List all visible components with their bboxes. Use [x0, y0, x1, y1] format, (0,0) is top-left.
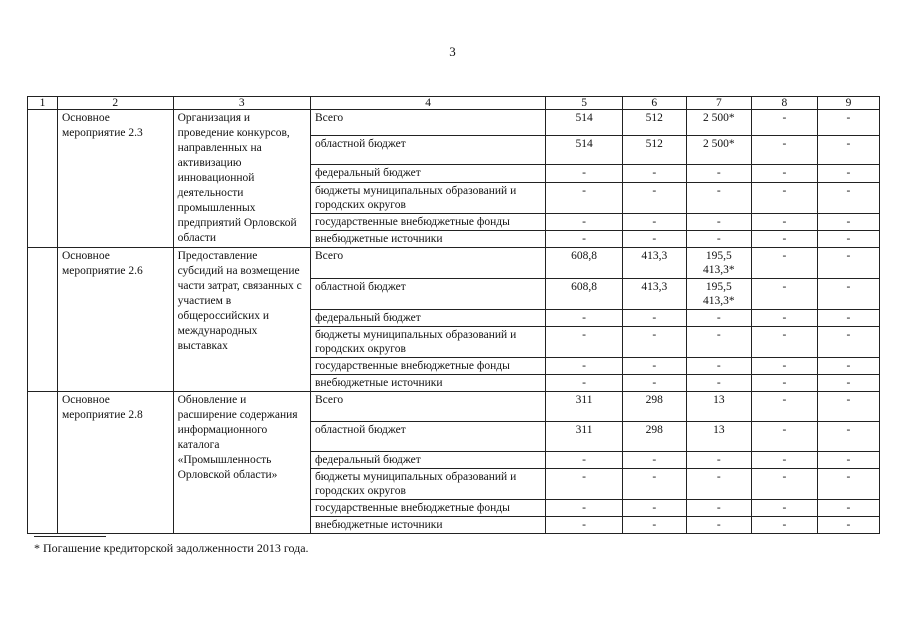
budget-table	[27, 96, 880, 534]
funding-source-cell: государственные внебюджетные фонды	[310, 213, 545, 230]
value-cell-c5: 311	[546, 392, 622, 422]
value-cell-c9: -	[817, 469, 879, 500]
funding-source-cell: федеральный бюджет	[310, 165, 545, 182]
col-header-6: 6	[622, 97, 686, 110]
value-cell-c7: 2 500*	[686, 136, 751, 165]
value-cell-c9: -	[817, 422, 879, 452]
value-cell-c6: 413,3	[622, 279, 686, 310]
value-cell-c7: -	[686, 230, 751, 247]
value-cell-c5: -	[546, 213, 622, 230]
funding-source-cell: областной бюджет	[310, 136, 545, 165]
value-cell-c8: -	[751, 248, 817, 279]
col-header-9: 9	[817, 97, 879, 110]
value-cell-c5: -	[546, 452, 622, 469]
value-cell-c7: -	[686, 213, 751, 230]
value-cell-c9: -	[817, 358, 879, 375]
value-cell-c5: -	[546, 327, 622, 358]
value-cell-c8: -	[751, 469, 817, 500]
table-row	[28, 110, 880, 136]
value-cell-c8: -	[751, 392, 817, 422]
value-cell-c8: -	[751, 327, 817, 358]
value-cell-c6: -	[622, 517, 686, 534]
col-header-1: 1	[28, 97, 58, 110]
value-cell-c8: -	[751, 452, 817, 469]
value-cell-c7: -	[686, 452, 751, 469]
value-cell-c6: -	[622, 165, 686, 182]
value-cell-c8: -	[751, 230, 817, 247]
value-cell-c5: -	[546, 469, 622, 500]
value-cell-c9: -	[817, 110, 879, 136]
value-cell-c9: -	[817, 500, 879, 517]
value-cell-c9: -	[817, 230, 879, 247]
value-cell-c7: -	[686, 469, 751, 500]
value-cell-c8: -	[751, 422, 817, 452]
value-cell-c7: -	[686, 310, 751, 327]
event-description-cell: Предоставление субсидий на возмещение части затрат, связанных с участием в общероссийских и международных выставках	[173, 248, 310, 392]
funding-source-cell: федеральный бюджет	[310, 452, 545, 469]
col-header-3: 3	[173, 97, 310, 110]
value-cell-c6: -	[622, 500, 686, 517]
row-number-cell	[28, 110, 58, 248]
value-cell-c9: -	[817, 248, 879, 279]
value-cell-c6: -	[622, 375, 686, 392]
value-cell-c7: -	[686, 182, 751, 213]
value-cell-c9: -	[817, 136, 879, 165]
value-cell-c6: 298	[622, 422, 686, 452]
value-cell-c6: -	[622, 182, 686, 213]
funding-source-cell: государственные внебюджетные фонды	[310, 500, 545, 517]
value-cell-c9: -	[817, 310, 879, 327]
value-cell-c5: -	[546, 517, 622, 534]
value-cell-c8: -	[751, 110, 817, 136]
funding-source-cell: внебюджетные источники	[310, 230, 545, 247]
funding-source-cell: областной бюджет	[310, 422, 545, 452]
value-cell-c5: -	[546, 500, 622, 517]
col-header-4: 4	[310, 97, 545, 110]
value-cell-c5: -	[546, 375, 622, 392]
value-cell-c6: -	[622, 213, 686, 230]
value-cell-c7: 2 500*	[686, 110, 751, 136]
event-name-cell: Основное мероприятие 2.8	[57, 392, 173, 534]
value-cell-c5: 514	[546, 110, 622, 136]
value-cell-c6: -	[622, 327, 686, 358]
value-cell-c6: -	[622, 310, 686, 327]
value-cell-c9: -	[817, 392, 879, 422]
footnote-divider	[34, 536, 106, 537]
event-description-cell: Организация и проведение конкурсов, направленных на активизацию инновационной деятельности промышленных предприятий Орловской области	[173, 110, 310, 248]
funding-source-cell: бюджеты муниципальных образований и городских округов	[310, 182, 545, 213]
value-cell-c6: -	[622, 230, 686, 247]
funding-source-cell: внебюджетные источники	[310, 517, 545, 534]
value-cell-c8: -	[751, 500, 817, 517]
value-cell-c8: -	[751, 136, 817, 165]
value-cell-c8: -	[751, 375, 817, 392]
value-cell-c8: -	[751, 279, 817, 310]
funding-source-cell: внебюджетные источники	[310, 375, 545, 392]
value-cell-c8: -	[751, 213, 817, 230]
value-cell-c9: -	[817, 165, 879, 182]
funding-source-cell: Всего	[310, 110, 545, 136]
table-row	[28, 248, 880, 279]
funding-source-cell: бюджеты муниципальных образований и городских округов	[310, 469, 545, 500]
value-cell-c7: -	[686, 358, 751, 375]
value-cell-c5: 608,8	[546, 279, 622, 310]
row-number-cell	[28, 392, 58, 534]
table-body	[28, 110, 880, 534]
value-cell-c5: -	[546, 230, 622, 247]
value-cell-c7: 195,5 413,3*	[686, 279, 751, 310]
value-cell-c7: 195,5 413,3*	[686, 248, 751, 279]
page-number: 3	[449, 44, 456, 59]
value-cell-c8: -	[751, 310, 817, 327]
funding-source-cell: бюджеты муниципальных образований и городских округов	[310, 327, 545, 358]
value-cell-c5: -	[546, 165, 622, 182]
value-cell-c6: -	[622, 358, 686, 375]
col-header-7: 7	[686, 97, 751, 110]
funding-source-cell: Всего	[310, 392, 545, 422]
value-cell-c6: -	[622, 452, 686, 469]
value-cell-c6: 512	[622, 136, 686, 165]
col-header-2: 2	[57, 97, 173, 110]
funding-source-cell: областной бюджет	[310, 279, 545, 310]
event-name-cell: Основное мероприятие 2.6	[57, 248, 173, 392]
table-row	[28, 392, 880, 422]
funding-source-cell: государственные внебюджетные фонды	[310, 358, 545, 375]
value-cell-c7: -	[686, 500, 751, 517]
row-number-cell	[28, 248, 58, 392]
funding-source-cell: федеральный бюджет	[310, 310, 545, 327]
value-cell-c8: -	[751, 182, 817, 213]
value-cell-c5: 311	[546, 422, 622, 452]
value-cell-c9: -	[817, 375, 879, 392]
value-cell-c6: -	[622, 469, 686, 500]
value-cell-c7: 13	[686, 392, 751, 422]
funding-source-cell: Всего	[310, 248, 545, 279]
value-cell-c9: -	[817, 213, 879, 230]
value-cell-c7: -	[686, 375, 751, 392]
value-cell-c8: -	[751, 358, 817, 375]
column-header-row	[28, 97, 880, 110]
value-cell-c9: -	[817, 517, 879, 534]
value-cell-c8: -	[751, 517, 817, 534]
value-cell-c9: -	[817, 452, 879, 469]
value-cell-c6: 413,3	[622, 248, 686, 279]
value-cell-c5: -	[546, 358, 622, 375]
footnote: * Погашение кредиторской задолженности 2013 года.	[34, 541, 309, 555]
value-cell-c6: 512	[622, 110, 686, 136]
value-cell-c5: -	[546, 182, 622, 213]
value-cell-c7: 13	[686, 422, 751, 452]
col-header-5: 5	[546, 97, 622, 110]
value-cell-c7: -	[686, 165, 751, 182]
event-description-cell: Обновление и расширение содержания информационного каталога «Промышленность Орловской области»	[173, 392, 310, 534]
value-cell-c9: -	[817, 327, 879, 358]
value-cell-c6: 298	[622, 392, 686, 422]
value-cell-c5: 608,8	[546, 248, 622, 279]
value-cell-c7: -	[686, 327, 751, 358]
event-name-cell: Основное мероприятие 2.3	[57, 110, 173, 248]
col-header-8: 8	[751, 97, 817, 110]
value-cell-c5: -	[546, 310, 622, 327]
value-cell-c5: 514	[546, 136, 622, 165]
value-cell-c9: -	[817, 279, 879, 310]
value-cell-c8: -	[751, 165, 817, 182]
value-cell-c7: -	[686, 517, 751, 534]
value-cell-c9: -	[817, 182, 879, 213]
